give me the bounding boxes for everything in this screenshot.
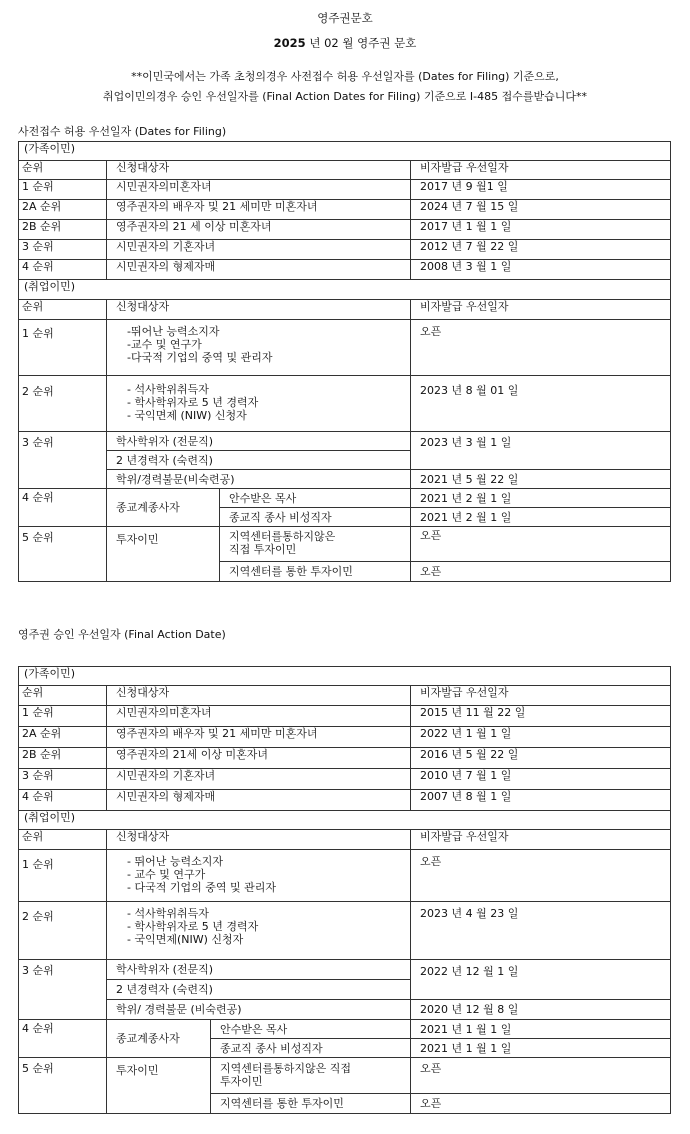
- table-row: [19, 200, 671, 220]
- notice-line-2: 취업이민의경우 승인 우선일자를 (Final Action Dates for Filing) 기준으로 I-485 접수를받습니다**: [102, 90, 587, 103]
- target-cell: 2 년경력자 (숙련직): [107, 451, 411, 470]
- table-row: [19, 470, 671, 489]
- target-cell: 시민권자의 기혼자녀: [107, 240, 411, 260]
- table-row: [19, 902, 671, 960]
- subtarget-cell: 종교직 종사 비성직자: [211, 1039, 411, 1058]
- header-date: 비자발급 우선일자: [411, 686, 671, 706]
- rank-cell: 2B 순위: [19, 748, 107, 769]
- date-cell: 2021 년 2 월 1 일: [411, 489, 671, 508]
- target-line: - 뛰어난 능력소지자: [127, 855, 223, 868]
- target-line: - 학사학위자로 5 년 경력자: [127, 396, 259, 409]
- target-line: -교수 및 연구가: [127, 338, 202, 351]
- subtarget-cell: 지역센터를 통한 투자이민: [220, 562, 411, 582]
- filing-table: [18, 141, 671, 582]
- date-cell: 2021 년 1 월 1 일: [411, 1020, 671, 1039]
- header-date: 비자발급 우선일자: [411, 830, 671, 850]
- target-cell: 영주권자의 21 세 이상 미혼자녀: [107, 220, 411, 240]
- rank-cell: 2 순위: [19, 376, 107, 432]
- table-row: [19, 180, 671, 200]
- notice-line-1: **이민국에서는 가족 초청의경우 사전접수 허용 우선일자를 (Dates for Filing) 기준으로,: [131, 70, 559, 83]
- target-cell: 영주권자의 배우자 및 21 세미만 미혼자녀: [107, 200, 411, 220]
- header-rank: 순위: [19, 161, 107, 180]
- subtitle-text: 년 02 월 영주권 문호: [309, 36, 417, 50]
- date-cell: 오픈: [411, 527, 671, 562]
- table-row: [19, 850, 671, 902]
- target-cell: [107, 320, 411, 376]
- table-row: [19, 260, 671, 280]
- rank-cell: 3 순위: [19, 432, 107, 489]
- table-row: [19, 376, 671, 432]
- target-cell: 투자이민: [107, 1058, 211, 1114]
- rank-cell: 4 순위: [19, 489, 107, 527]
- date-cell: 오픈: [411, 562, 671, 582]
- header-rank: 순위: [19, 300, 107, 320]
- target-cell: [107, 850, 411, 902]
- table-row: [19, 748, 671, 769]
- header-rank: 순위: [19, 830, 107, 850]
- date-cell: 2017 년 1 월 1 일: [411, 220, 671, 240]
- table-row: [19, 527, 671, 562]
- table-row: [19, 727, 671, 748]
- target-line: - 석사학위취득자: [127, 907, 209, 920]
- date-cell: 2016 년 5 월 22 일: [411, 748, 671, 769]
- rank-cell: 1 순위: [19, 180, 107, 200]
- final-table: [18, 666, 671, 1114]
- target-cell: 투자이민: [107, 527, 220, 582]
- target-cell: 시민권자의 형제자매: [107, 260, 411, 280]
- subtitle-year: 2025: [273, 36, 306, 50]
- subtarget-line: 지역센터를통하지않은: [229, 530, 336, 543]
- subtarget-cell: 안수받은 목사: [220, 489, 411, 508]
- date-cell: 2021 년 1 월 1 일: [411, 1039, 671, 1058]
- target-line: - 국익면제(NIW) 신청자: [127, 933, 244, 946]
- target-cell: 학위/ 경력불문 (비숙련공): [107, 1000, 411, 1020]
- date-cell: 2021 년 2 월 1 일: [411, 508, 671, 527]
- table-row: [19, 960, 671, 980]
- date-cell: 2017 년 9 월1 일: [411, 180, 671, 200]
- date-cell: 2020 년 12 월 8 일: [411, 1000, 671, 1020]
- family-group-header: (가족이민): [19, 142, 671, 161]
- date-cell: 오픈: [411, 1058, 671, 1094]
- subtarget-cell: 안수받은 목사: [211, 1020, 411, 1039]
- target-line: -뛰어난 능력소지자: [127, 325, 220, 338]
- date-cell: 2015 년 11 월 22 일: [411, 706, 671, 727]
- rank-cell: 3 순위: [19, 769, 107, 790]
- table-row: [19, 240, 671, 260]
- date-cell: 2022 년 12 월 1 일: [411, 960, 671, 1000]
- rank-cell: 1 순위: [19, 320, 107, 376]
- date-cell: 2010 년 7 월 1 일: [411, 769, 671, 790]
- table-row: [19, 1000, 671, 1020]
- target-line: - 교수 및 연구가: [127, 868, 206, 881]
- rank-cell: 2 순위: [19, 902, 107, 960]
- target-cell: 영주권자의 21세 이상 미혼자녀: [107, 748, 411, 769]
- page-title: 영주권문호: [317, 11, 373, 25]
- header-rank: 순위: [19, 686, 107, 706]
- target-line: - 다국적 기업의 중역 및 관리자: [127, 881, 276, 894]
- header-target: 신청대상자: [107, 830, 411, 850]
- subtarget-cell: [220, 527, 411, 562]
- rank-cell: 4 순위: [19, 790, 107, 811]
- date-cell: 2021 년 5 월 22 일: [411, 470, 671, 489]
- final-section-label: 영주권 승인 우선일자 (Final Action Date): [18, 628, 226, 641]
- rank-cell: 1 순위: [19, 850, 107, 902]
- subtarget-line: 투자이민: [220, 1075, 263, 1088]
- table-row: [19, 790, 671, 811]
- target-line: -다국적 기업의 중역 및 관리자: [127, 351, 273, 364]
- target-cell: 학사학위자 (전문직): [107, 432, 411, 451]
- employment-group-header: (취업이민): [19, 811, 671, 830]
- date-cell: 2023 년 4 월 23 일: [411, 902, 671, 960]
- target-line: - 학사학위자로 5 년 경력자: [127, 920, 259, 933]
- table-row: [19, 432, 671, 451]
- target-cell: 종교계종사자: [107, 489, 220, 527]
- target-line: - 국익면제 (NIW) 신청자: [127, 409, 247, 422]
- target-cell: 학위/경력불문(비숙련공): [107, 470, 411, 489]
- date-cell: 2012 년 7 월 22 일: [411, 240, 671, 260]
- date-cell: 2023 년 8 월 01 일: [411, 376, 671, 432]
- date-cell: 오픈: [411, 320, 671, 376]
- target-cell: [107, 902, 411, 960]
- table-row: [19, 769, 671, 790]
- rank-cell: 2A 순위: [19, 200, 107, 220]
- rank-cell: 1 순위: [19, 706, 107, 727]
- rank-cell: 5 순위: [19, 527, 107, 582]
- filing-section-label: 사전접수 허용 우선일자 (Dates for Filing): [18, 125, 227, 138]
- date-cell: 오픈: [411, 850, 671, 902]
- page-subtitle: [0, 35, 690, 51]
- target-cell: 영주권자의 배우자 및 21 세미만 미혼자녀: [107, 727, 411, 748]
- employment-group-header: (취업이민): [19, 280, 671, 300]
- table-header-row: [19, 300, 671, 320]
- target-cell: 시민권자의미혼자녀: [107, 706, 411, 727]
- target-line: - 석사학위취득자: [127, 383, 209, 396]
- date-cell: 2023 년 3 월 1 일: [411, 432, 671, 470]
- rank-cell: 4 순위: [19, 260, 107, 280]
- subtarget-cell: 종교직 종사 비성직자: [220, 508, 411, 527]
- target-cell: 시민권자의 형제자매: [107, 790, 411, 811]
- header-target: 신청대상자: [107, 686, 411, 706]
- subtarget-line: 지역센터를통하지않은 직접: [220, 1062, 352, 1075]
- header-date: 비자발급 우선일자: [411, 300, 671, 320]
- date-cell: 2022 년 1 월 1 일: [411, 727, 671, 748]
- header-date: 비자발급 우선일자: [411, 161, 671, 180]
- header-target: 신청대상자: [107, 161, 411, 180]
- target-cell: 2 년경력자 (숙련직): [107, 980, 411, 1000]
- table-row: [19, 1020, 671, 1039]
- date-cell: 2024 년 7 월 15 일: [411, 200, 671, 220]
- table-header-row: [19, 686, 671, 706]
- table-row: [19, 1058, 671, 1094]
- table-row: [19, 706, 671, 727]
- header-target: 신청대상자: [107, 300, 411, 320]
- rank-cell: 3 순위: [19, 960, 107, 1020]
- date-cell: 2008 년 3 월 1 일: [411, 260, 671, 280]
- date-cell: 2007 년 8 월 1 일: [411, 790, 671, 811]
- date-cell: 오픈: [411, 1094, 671, 1114]
- rank-cell: 2B 순위: [19, 220, 107, 240]
- subtarget-cell: [211, 1058, 411, 1094]
- rank-cell: 2A 순위: [19, 727, 107, 748]
- table-row: [19, 320, 671, 376]
- target-cell: [107, 376, 411, 432]
- rank-cell: 3 순위: [19, 240, 107, 260]
- family-group-header: (가족이민): [19, 667, 671, 686]
- rank-cell: 4 순위: [19, 1020, 107, 1058]
- target-cell: 학사학위자 (전문직): [107, 960, 411, 980]
- subtarget-line: 직접 투자이민: [229, 543, 297, 556]
- target-cell: 시민권자의 기혼자녀: [107, 769, 411, 790]
- target-cell: 시민권자의미혼자녀: [107, 180, 411, 200]
- table-header-row: [19, 830, 671, 850]
- table-row: [19, 489, 671, 508]
- table-row: [19, 220, 671, 240]
- rank-cell: 5 순위: [19, 1058, 107, 1114]
- subtarget-cell: 지역센터를 통한 투자이민: [211, 1094, 411, 1114]
- table-header-row: [19, 161, 671, 180]
- target-cell: 종교계종사자: [107, 1020, 211, 1058]
